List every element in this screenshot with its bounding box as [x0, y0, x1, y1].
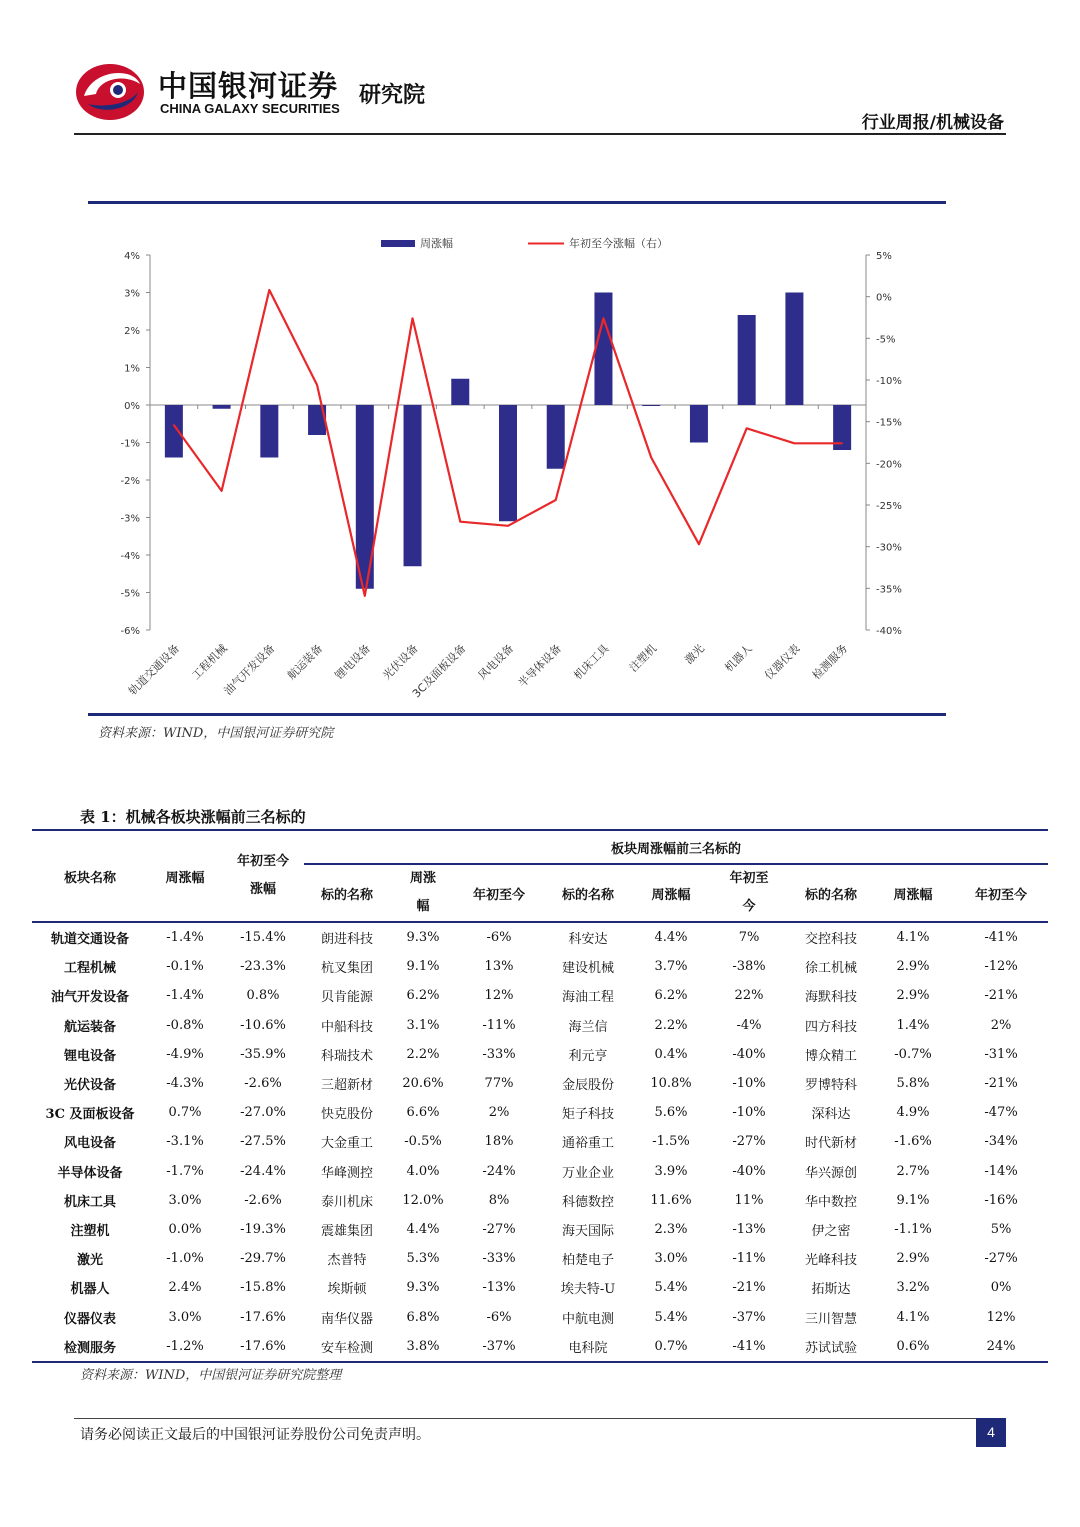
line-point [841, 443, 843, 445]
th-name1: 标的名称 [320, 887, 373, 903]
right-tick-label: -35% [876, 584, 902, 596]
table-row [32, 1069, 1048, 1098]
table-cell: 3.2% [896, 1280, 930, 1296]
table-cell: 南华仪器 [320, 1311, 373, 1327]
th-weekly1: 周涨幅 [409, 871, 436, 914]
line-point [794, 443, 796, 445]
table-cell: -1.4% [166, 988, 204, 1004]
table-cell: 2.9% [896, 1251, 930, 1267]
x-category-label: 风电设备 [475, 641, 517, 683]
table-source: 资料来源：WIND，中国银河证券研究院整理 [80, 1368, 342, 1383]
th-name3: 标的名称 [804, 887, 857, 903]
th-weekly2: 周涨幅 [651, 887, 691, 903]
top3-table [32, 829, 1048, 1363]
table-row [32, 1273, 1048, 1302]
x-category-label: 检测服务 [809, 641, 851, 683]
bar-weekly [451, 379, 469, 405]
x-category-label: 激光 [682, 641, 708, 667]
table-cell: 2.7% [896, 1163, 930, 1179]
table-cell: 2.9% [896, 988, 930, 1004]
table-cell: 24% [954, 1332, 1048, 1362]
cell-sector: 航运装备 [63, 1019, 116, 1035]
table-cell: -21% [984, 1076, 1018, 1092]
bar-weekly [547, 405, 565, 469]
table-cell: 伊之密 [811, 1223, 851, 1239]
table-cell: -34% [984, 1134, 1018, 1150]
table-cell: -40% [732, 1163, 766, 1179]
table-cell: -27.5% [240, 1134, 286, 1150]
table-cell: -21% [732, 1280, 766, 1296]
line-point [316, 384, 318, 386]
table-cell: -19.3% [240, 1221, 286, 1237]
table-cell: 6.2% [406, 988, 440, 1004]
table-row [32, 1186, 1048, 1215]
table-cell: 矩子科技 [561, 1107, 614, 1123]
table-cell: 6.8% [406, 1309, 440, 1325]
table-row [32, 1244, 1048, 1273]
table-cell: -38% [732, 959, 766, 975]
table-cell: -40% [732, 1046, 766, 1062]
cell-sector: 激光 [76, 1253, 103, 1269]
th-ytd2: 年初至今 [729, 871, 769, 914]
table-cell: -10% [732, 1076, 766, 1092]
table-cell: 0.6% [872, 1332, 954, 1362]
table-cell: 快克股份 [320, 1107, 373, 1123]
table-cell: -14% [984, 1163, 1018, 1179]
table-cell: -6% [456, 922, 542, 952]
table-cell: 1.4% [896, 1017, 930, 1033]
th-sector: 板块名称 [32, 830, 148, 922]
footer-divider [74, 1418, 1006, 1419]
x-category-label: 轨道交通设备 [126, 641, 182, 698]
line-point [221, 490, 223, 492]
table-cell: -24.4% [240, 1163, 286, 1179]
cell-sector: 工程机械 [63, 961, 116, 977]
cell-sector: 油气开发设备 [50, 990, 129, 1006]
table-cell: 4.1% [896, 1309, 930, 1325]
table-cell: -23.3% [240, 959, 286, 975]
chart-source: 资料来源：WIND，中国银河证券研究院 [98, 726, 334, 741]
table-cell: -3.1% [166, 1134, 204, 1150]
logo-institute-text: 研究院 [359, 83, 426, 108]
left-tick-label: 2% [124, 326, 140, 337]
table-cell: 9.3% [406, 1280, 440, 1296]
cell-sector: 机床工具 [63, 1194, 116, 1210]
table-cell: -41% [708, 1332, 790, 1362]
table-cell: -1.1% [894, 1221, 932, 1237]
table-cell: 77% [484, 1076, 514, 1092]
table-cell: -11% [732, 1251, 766, 1267]
table-cell: 0.0% [168, 1221, 202, 1237]
table-cell: 8% [488, 1192, 510, 1208]
x-category-label: 工程机械 [189, 641, 230, 683]
table-cell: 7% [708, 922, 790, 952]
x-category-label: 仪器仪表 [762, 641, 803, 683]
table-cell: 苏试试验 [790, 1332, 872, 1362]
table-cell: 拓斯达 [811, 1282, 851, 1298]
left-tick-label: 4% [124, 251, 140, 262]
table-cell: 4.4% [634, 922, 708, 952]
table-row [32, 922, 1048, 952]
table-cell: 科安达 [542, 922, 634, 952]
table-cell: -0.5% [404, 1134, 442, 1150]
table-cell: 2% [488, 1105, 510, 1121]
right-tick-label: -40% [876, 626, 902, 637]
table-cell: -1.2% [148, 1332, 222, 1362]
bar-weekly [738, 315, 756, 405]
x-category-label: 3C及面板设备 [409, 641, 469, 701]
table-cell: 安车检测 [304, 1332, 390, 1362]
table-cell: 3.0% [168, 1192, 202, 1208]
table-cell: -35.9% [240, 1046, 286, 1062]
line-point [603, 318, 605, 320]
table-cell: -0.8% [166, 1017, 204, 1033]
table-cell: 3.7% [654, 959, 688, 975]
table-cell: 华峰测控 [320, 1165, 373, 1181]
left-tick-label: -3% [120, 513, 140, 525]
left-tick-label: 1% [124, 363, 140, 375]
table-cell: 震雄集团 [320, 1223, 373, 1239]
x-category-label: 机器人 [722, 641, 755, 675]
line-point [459, 521, 461, 523]
cell-sector: 光伏设备 [63, 1078, 116, 1094]
table-cell: -31% [984, 1046, 1018, 1062]
table-cell: -15.8% [240, 1280, 286, 1296]
line-point [364, 595, 366, 597]
line-point [746, 428, 748, 430]
table-cell: 交控科技 [790, 922, 872, 952]
bar-weekly [404, 405, 422, 566]
th-weekly: 周涨幅 [148, 830, 222, 922]
table-cell: -2.6% [244, 1192, 282, 1208]
table-cell: -2.6% [244, 1076, 282, 1092]
table-cell: 3.0% [654, 1251, 688, 1267]
table-cell: 12.0% [402, 1192, 444, 1208]
cell-sector: 机器人 [70, 1282, 110, 1298]
table-cell: 0.7% [168, 1105, 202, 1121]
table-cell: -6% [486, 1309, 512, 1325]
table-cell: -11% [482, 1017, 516, 1033]
table-cell: 5.4% [654, 1309, 688, 1325]
table-cell: 三超新材 [320, 1078, 373, 1094]
table-cell: 柏楚电子 [561, 1253, 614, 1269]
th-name2: 标的名称 [561, 887, 614, 903]
table-cell: -41% [954, 922, 1048, 952]
th-ytd3: 年初至今 [975, 887, 1028, 903]
table-cell: 中船科技 [320, 1019, 373, 1035]
table-cell: -17.6% [240, 1309, 286, 1325]
table-cell: -0.1% [166, 959, 204, 975]
table-cell: 10.8% [650, 1076, 692, 1092]
bar-weekly [213, 405, 231, 409]
table-cell: 时代新材 [804, 1136, 857, 1152]
right-tick-label: -10% [876, 376, 902, 387]
table-cell: 5.6% [654, 1105, 688, 1121]
table-cell: 9.1% [896, 1192, 930, 1208]
line-point [698, 543, 700, 545]
table-cell: 5.4% [654, 1280, 688, 1296]
table-cell: -1.0% [166, 1251, 204, 1267]
chart-top-rule [88, 201, 946, 204]
x-category-label: 油气开发设备 [221, 641, 278, 698]
table-cell: -37% [732, 1309, 766, 1325]
table-cell: 11.6% [650, 1192, 692, 1208]
table-cell: 4.4% [406, 1221, 440, 1237]
left-tick-label: -5% [120, 588, 140, 600]
table-cell: 3.8% [390, 1332, 456, 1362]
table-cell: -0.7% [894, 1046, 932, 1062]
cell-sector: 半导体设备 [57, 1165, 123, 1181]
table-row [32, 952, 1048, 981]
table-cell: 6.2% [654, 988, 688, 1004]
cell-sector: 检测服务 [32, 1332, 148, 1362]
table-cell: 贝肯能源 [320, 990, 373, 1006]
table-row [32, 1127, 1048, 1156]
table-cell: -27% [984, 1251, 1018, 1267]
table-cell: -21% [984, 988, 1018, 1004]
table-cell: 埃夫特-U [560, 1282, 616, 1298]
table-cell: -10.6% [240, 1017, 286, 1033]
cell-sector: 仪器仪表 [63, 1311, 116, 1327]
bar-weekly [642, 405, 660, 406]
table-cell: -4% [736, 1017, 762, 1033]
table-cell: 18% [484, 1134, 514, 1150]
table-cell: -47% [984, 1105, 1018, 1121]
right-tick-label: -20% [876, 459, 902, 471]
table-cell: 6.6% [406, 1105, 440, 1121]
x-category-label: 锂电设备 [332, 641, 373, 683]
table-title: 表 1：机械各板块涨幅前三名标的 [80, 808, 306, 826]
table-cell: -15.4% [222, 922, 304, 952]
line-point [507, 525, 509, 527]
table-cell: 中航电测 [561, 1311, 614, 1327]
right-tick-label: -5% [876, 334, 896, 346]
table-cell: -27% [732, 1134, 766, 1150]
th-group: 板块周涨幅前三名标的 [304, 830, 1048, 864]
left-tick-label: -4% [120, 551, 140, 562]
table-cell: -24% [482, 1163, 516, 1179]
table-cell: 埃斯顿 [327, 1282, 367, 1298]
legend-bar-swatch [381, 240, 415, 247]
table-cell: 三川智慧 [804, 1311, 857, 1327]
table-cell: -33% [482, 1046, 516, 1062]
table-row [32, 1157, 1048, 1186]
table-cell: 3.1% [406, 1017, 440, 1033]
left-tick-label: 0% [124, 401, 140, 412]
x-category-label: 机床工具 [571, 641, 612, 683]
logo-en-text: CHINA GALAXY SECURITIES [160, 101, 340, 116]
table-cell: 4.1% [872, 922, 954, 952]
line-point [555, 499, 557, 501]
legend-bar-label: 周涨幅 [420, 237, 453, 250]
table-cell: -16% [984, 1192, 1018, 1208]
table-cell: 5.8% [896, 1076, 930, 1092]
table-cell: 朗进科技 [304, 922, 390, 952]
table-cell: 万业企业 [561, 1165, 614, 1181]
company-logo [74, 58, 454, 128]
table-row [32, 1040, 1048, 1069]
table-cell: -13% [732, 1221, 766, 1237]
table-cell: 12% [484, 988, 514, 1004]
line-point [269, 289, 271, 291]
th-ytd1: 年初至今 [472, 887, 525, 903]
table-row [32, 1011, 1048, 1040]
cell-sector: 轨道交通设备 [32, 922, 148, 952]
table-cell: 光峰科技 [804, 1253, 857, 1269]
table-cell: -1.7% [166, 1163, 204, 1179]
footer-disclaimer: 请务必阅读正文最后的中国银河证券股份公司免责声明。 [80, 1427, 430, 1443]
table-cell: 泰川机床 [320, 1194, 373, 1210]
galaxy-logo-icon [74, 60, 146, 124]
table-cell: 11% [734, 1192, 764, 1208]
table-row [32, 1302, 1048, 1331]
table-cell: 华兴源创 [804, 1165, 857, 1181]
table-cell: -4.3% [166, 1076, 204, 1092]
left-tick-label: -6% [120, 626, 140, 637]
right-tick-label: 5% [876, 251, 892, 262]
x-category-label: 注塑机 [626, 641, 660, 675]
table-cell: -4.9% [166, 1046, 204, 1062]
table-cell: -12% [984, 959, 1018, 975]
table-cell: 海天国际 [561, 1223, 614, 1239]
left-tick-label: 3% [124, 288, 140, 300]
table-row [32, 1332, 1048, 1362]
page-number: 4 [976, 1418, 1006, 1447]
table-cell: 建设机械 [561, 961, 614, 977]
x-category-label: 航运装备 [284, 641, 326, 683]
table-cell: -29.7% [240, 1251, 286, 1267]
table-cell: -13% [482, 1280, 516, 1296]
sector-performance-chart [88, 205, 946, 710]
table-cell: 0.4% [654, 1046, 688, 1062]
table-cell: 四方科技 [804, 1019, 857, 1035]
table-cell: 华中数控 [804, 1194, 857, 1210]
bar-weekly [785, 293, 803, 406]
table-cell: -37% [456, 1332, 542, 1362]
table-cell: 科瑞技术 [320, 1048, 373, 1064]
table-cell: 2.3% [654, 1221, 688, 1237]
chart-legend [381, 236, 668, 250]
left-tick-label: -1% [120, 438, 140, 450]
right-tick-label: 0% [876, 292, 892, 304]
table-cell: 海兰信 [568, 1019, 608, 1035]
table-cell: 电科院 [542, 1332, 634, 1362]
table-cell: 大金重工 [320, 1136, 373, 1152]
table-cell: -27.0% [240, 1105, 286, 1121]
table-cell: 海默科技 [804, 990, 857, 1006]
table-row [32, 1098, 1048, 1127]
table-cell: -10% [732, 1105, 766, 1121]
bar-weekly [165, 405, 183, 458]
table-cell: 5.3% [406, 1251, 440, 1267]
table-cell: -17.6% [222, 1332, 304, 1362]
table-cell: 深科达 [811, 1107, 851, 1123]
cell-sector: 注塑机 [70, 1223, 110, 1239]
th-ytd: 年初至今涨幅 [222, 830, 304, 922]
cell-sector: 3C 及面板设备 [45, 1107, 135, 1123]
left-tick-label: -2% [120, 476, 140, 487]
line-point [412, 318, 414, 320]
legend-line-label: 年初至今涨幅（右） [569, 237, 668, 250]
table-cell: 金辰股份 [561, 1078, 614, 1094]
table-cell: 博众精工 [804, 1048, 857, 1064]
table-cell: 4.9% [896, 1105, 930, 1121]
right-tick-label: -15% [876, 417, 902, 429]
bar-weekly [690, 405, 708, 443]
table-cell: 20.6% [402, 1076, 444, 1092]
table-cell: 2.2% [654, 1017, 688, 1033]
chart-bottom-rule [88, 713, 946, 716]
table-cell: 3.9% [654, 1163, 688, 1179]
table-cell: 0.8% [246, 988, 280, 1004]
bar-weekly [260, 405, 278, 458]
cell-sector: 锂电设备 [63, 1048, 116, 1064]
x-category-label: 光伏设备 [380, 641, 421, 683]
table-cell: 0% [990, 1280, 1012, 1296]
table-cell: -1.6% [894, 1134, 932, 1150]
table-cell: 科德数控 [561, 1194, 614, 1210]
doc-type-label: 行业周报/机械设备 [861, 113, 1004, 133]
table-cell: 12% [986, 1309, 1016, 1325]
table-cell: 3.0% [168, 1309, 202, 1325]
right-tick-label: -30% [876, 542, 902, 554]
table-cell: 海油工程 [561, 990, 614, 1006]
right-tick-label: -25% [876, 501, 902, 512]
table-cell: 罗博特科 [804, 1078, 857, 1094]
table-cell: 2% [990, 1017, 1012, 1033]
table-cell: 9.1% [406, 959, 440, 975]
x-category-label: 半导体设备 [515, 641, 564, 691]
line-point [173, 424, 175, 426]
table-cell: 5% [990, 1221, 1012, 1237]
table-cell: 22% [734, 988, 764, 1004]
table-cell: -27% [482, 1221, 516, 1237]
line-point [650, 457, 652, 459]
cell-sector: 风电设备 [63, 1136, 116, 1152]
table-cell: 13% [484, 959, 514, 975]
table-cell: 4.0% [406, 1163, 440, 1179]
table-cell: -1.4% [148, 922, 222, 952]
table-cell: 0.7% [634, 1332, 708, 1362]
table-cell: 徐工机械 [804, 961, 857, 977]
table-cell: 2.4% [168, 1280, 202, 1296]
bar-weekly [499, 405, 517, 521]
table-cell: 杰普特 [327, 1253, 367, 1269]
table-row [32, 981, 1048, 1010]
bar-weekly [594, 293, 612, 406]
table-cell: 2.2% [406, 1046, 440, 1062]
table-cell: -1.5% [652, 1134, 690, 1150]
th-weekly3: 周涨幅 [893, 887, 933, 903]
table-cell: 2.9% [896, 959, 930, 975]
table-cell: 杭叉集团 [320, 961, 373, 977]
table-cell: -33% [482, 1251, 516, 1267]
table-row [32, 1215, 1048, 1244]
header-divider [74, 133, 1006, 135]
table-cell: 利元亨 [568, 1048, 608, 1064]
table-cell: 9.3% [390, 922, 456, 952]
table-cell: 通裕重工 [561, 1136, 614, 1152]
logo-cn-text: 中国银河证券 [158, 69, 339, 103]
